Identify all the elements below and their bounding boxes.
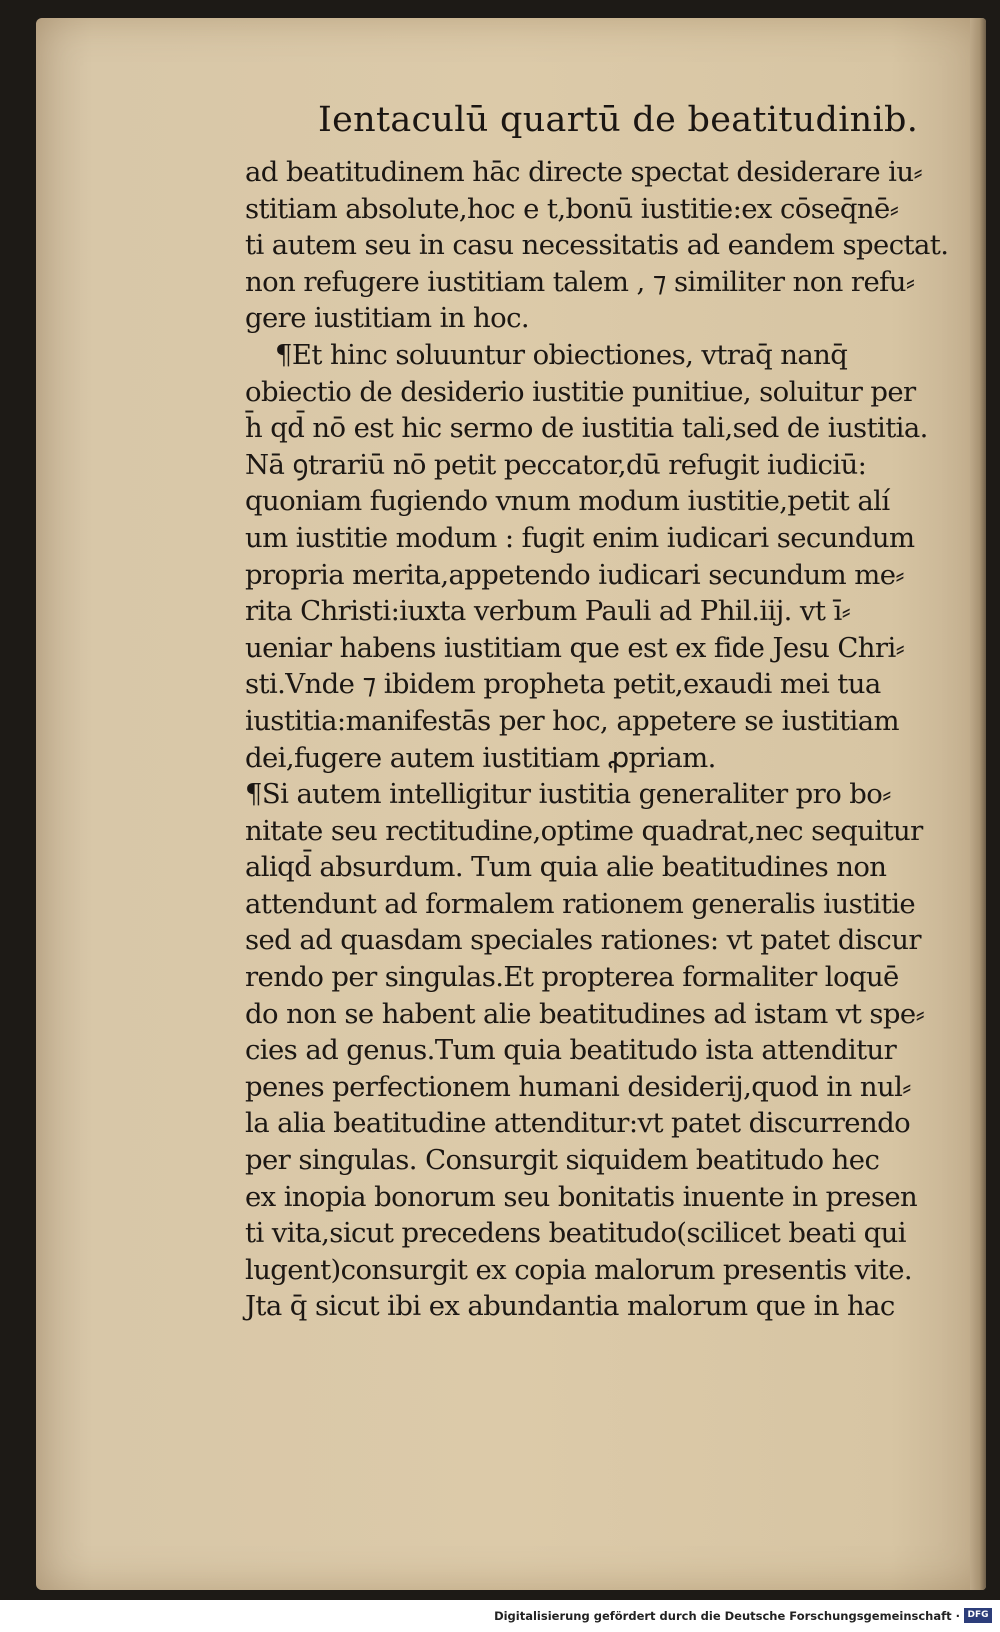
dfg-logo: DFG xyxy=(964,1608,992,1623)
page-edge xyxy=(970,18,986,1590)
paragraph-start-line: ¶Si autem intelligitur iustitia generaliter pro bo⸗ xyxy=(245,778,891,811)
paragraph-start-line: ¶Et hinc soluuntur obiectiones, vtraq̄ nanq̄ xyxy=(275,338,848,371)
text-line: quoniam fugiendo vnum modum iustitie,petit alí xyxy=(245,485,890,518)
text-line: iustitia:manifestās per hoc, appetere se iustitiam xyxy=(245,704,900,737)
text-line: rita Christi:iuxta verbum Pauli ad Phil.iij. vt ī⸗ xyxy=(245,595,851,628)
text-line: ex inopia bonorum seu bonitatis inuente in presen xyxy=(245,1180,918,1213)
text-line: lugent)consurgit ex copia malorum presentis vite. xyxy=(245,1253,913,1286)
text-line: do non se habent alie beatitudines ad istam vt spe⸗ xyxy=(245,997,925,1030)
text-line: penes perfectionem humani desiderij,quod in nul⸗ xyxy=(245,1070,911,1103)
text-line: ti autem seu in casu necessitatis ad eandem spectat. xyxy=(245,229,949,262)
text-line: nitate seu rectitudine,optime quadrat,nec sequitur xyxy=(245,814,923,847)
text-line: ueniar habens iustitiam que est ex fide Jesu Chri⸗ xyxy=(245,631,905,664)
text-line: aliqd̄ absurdum. Tum quia alie beatitudines non xyxy=(245,851,887,884)
text-line: sed ad quasdam speciales rationes: vt patet discur xyxy=(245,924,921,957)
text-block xyxy=(245,154,965,1325)
text-line: h̄ qd̄ nō est hic sermo de iustitia tali,sed de iustitia. xyxy=(245,412,928,445)
text-line: stitiam absolute,hoc e t,bonū iustitie:ex cōseq̄nē⸗ xyxy=(245,192,899,225)
text-line: per singulas. Consurgit siquidem beatitudo hec xyxy=(245,1144,880,1177)
running-head: Ientaculū quartū de beatitudinib. xyxy=(318,100,919,140)
text-line: um iustitie modum : fugit enim iudicari secundum xyxy=(245,521,915,554)
text-line: cies ad genus.Tum quia beatitudo ista attenditur xyxy=(245,1034,897,1067)
text-line: propria merita,appetendo iudicari secundum me⸗ xyxy=(245,558,904,591)
text-line: obiectio de desiderio iustitie punitiue, soluitur per xyxy=(245,375,916,408)
text-line: non refugere iustitiam talem , ⁊ similiter non refu⸗ xyxy=(245,265,915,298)
text-line: rendo per singulas.Et propterea formaliter loquē xyxy=(245,961,899,994)
digitization-footer xyxy=(0,1600,1000,1632)
text-line: Jta q̄ sicut ibi ex abundantia malorum que in hac xyxy=(245,1290,895,1323)
text-line: sti.Vnde ⁊ ibidem propheta petit,exaudi mei tua xyxy=(245,668,881,701)
text-line: attendunt ad formalem rationem generalis iustitie xyxy=(245,887,916,920)
text-line: la alia beatitudine attenditur:vt patet discurrendo xyxy=(245,1107,911,1140)
text-line: dei,fugere autem iustitiam ꝓpriam. xyxy=(245,741,716,774)
text-line: ad beatitudinem hāc directe spectat desiderare iu⸗ xyxy=(245,156,923,188)
text-line: gere iustitiam in hoc. xyxy=(245,302,530,335)
funding-credit: Digitalisierung gefördert durch die Deutsche Forschungsgemeinschaft · xyxy=(494,1609,960,1623)
text-line: ti vita,sicut precedens beatitudo(scilicet beati qui xyxy=(245,1217,906,1250)
text-line: Nā ꝯtrariū nō petit peccator,dū refugit iudiciū: xyxy=(245,448,867,481)
